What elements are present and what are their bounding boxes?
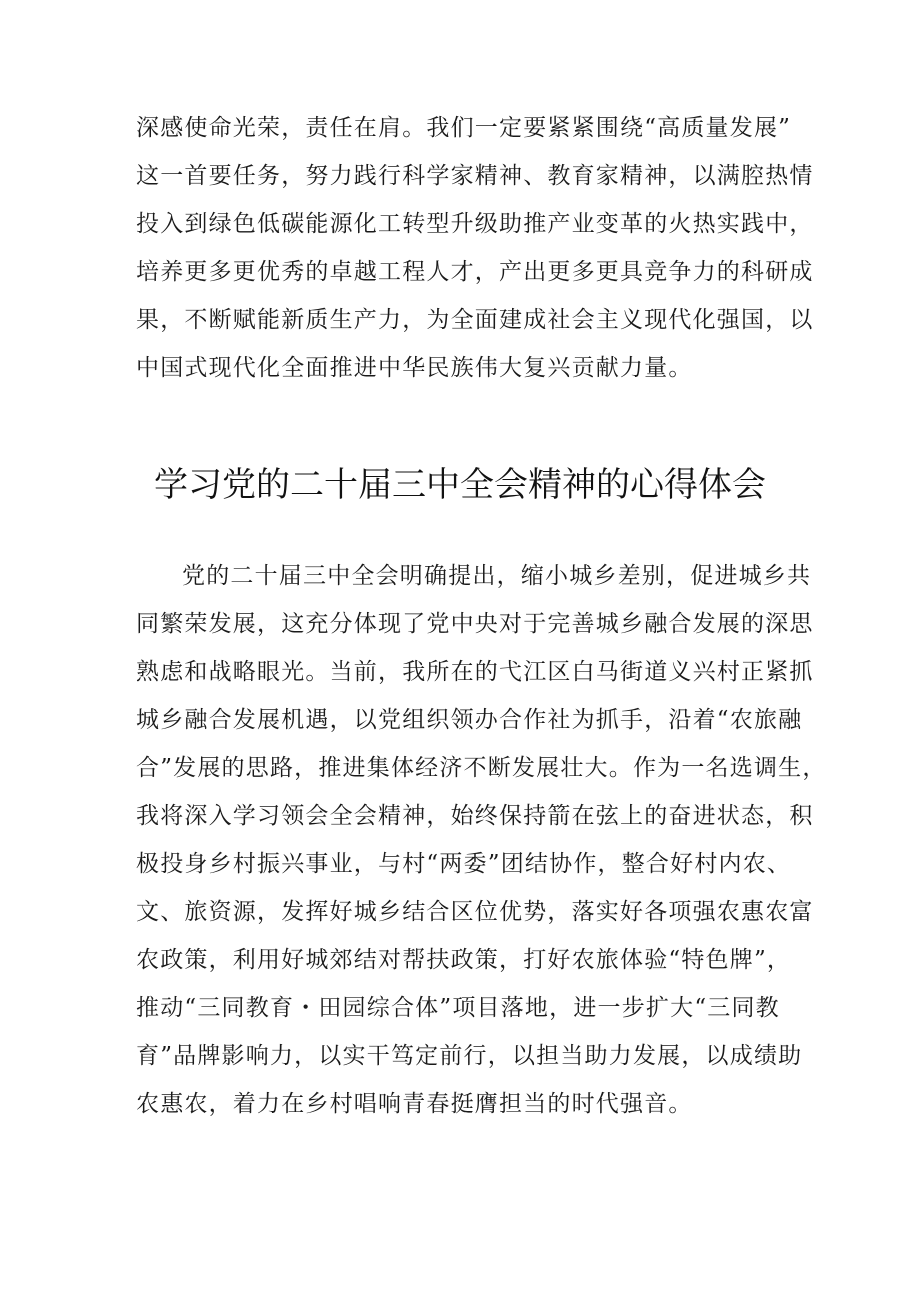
paragraph-line: 这一首要任务，努力践行科学家精神、教育家精神，以满腔热情 [136, 163, 814, 189]
paragraph-line: 同繁荣发展，这充分体现了党中央对于完善城乡融合发展的深思 [136, 611, 814, 637]
paragraph-line: 果，不断赋能新质生产力，为全面建成社会主义现代化强国，以 [136, 307, 814, 333]
paragraph-line: 推动“三同教育・田园综合体”项目落地，进一步扩大“三同教 [136, 995, 780, 1021]
paragraph-line: 熟虑和战略眼光。当前，我所在的弋江区白马街道义兴村正紧抓 [136, 659, 814, 685]
paragraph-line: 城乡融合发展机遇，以党组织领办合作社为抓手，沿着“农旅融 [136, 707, 803, 733]
paragraph-line: 投入到绿色低碳能源化工转型升级助推产业变革的火热实践中， [136, 211, 814, 237]
paragraph-line: 中国式现代化全面推进中华民族伟大复兴贡献力量。 [136, 355, 693, 381]
document-title: 学习党的二十届三中全会精神的心得体会 [154, 465, 766, 505]
paragraph-line: 合”发展的思路，推进集体经济不断发展壮大。作为一名选调生， [136, 755, 827, 781]
paragraph-line: 我将深入学习领会全会精神，始终保持箭在弦上的奋进状态，积 [136, 803, 814, 829]
paragraph-line: 极投身乡村振兴事业，与村“两委”团结协作，整合好村内农、 [136, 851, 792, 877]
paragraph-line: 农政策，利用好城郊结对帮扶政策，打好农旅体验“特色牌”， [136, 947, 792, 973]
paragraph-line: 文、旅资源，发挥好城乡结合区位优势，落实好各项强农惠农富 [136, 899, 814, 925]
paragraph-line: 党的二十届三中全会明确提出，缩小城乡差别，促进城乡共 [182, 563, 812, 589]
paragraph-line: 育”品牌影响力，以实干笃定前行，以担当助力发展，以成绩助 [136, 1043, 803, 1069]
paragraph-line: 培养更多更优秀的卓越工程人才，产出更多更具竞争力的科研成 [136, 259, 814, 285]
paragraph-line: 深感使命光荣，责任在肩。我们一定要紧紧围绕“高质量发展” [136, 115, 792, 141]
paragraph-line: 农惠农，着力在乡村唱响青春挺膺担当的时代强音。 [136, 1091, 693, 1117]
